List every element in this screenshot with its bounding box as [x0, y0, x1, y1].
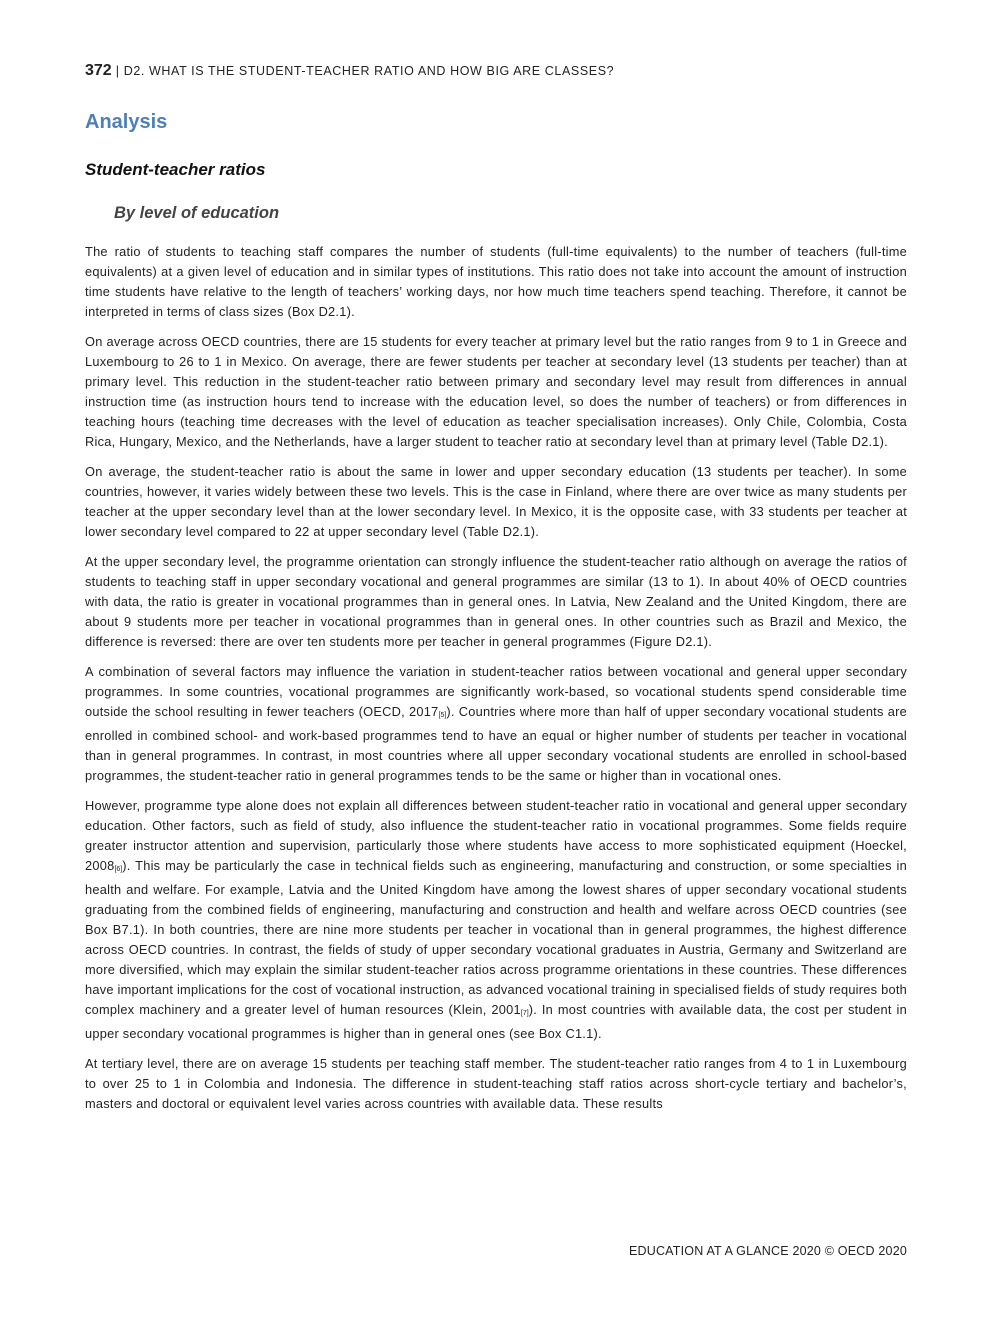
paragraph-text: However, programme type alone does not explain all differences between student-teacher ratio in vocational and general upper secondary education. Other factors, such as field of study, also influence the student-teacher ratio in vocational programmes. Some fields require greater instructor attention and supervision, particularly those where students have access to more sophisticated equipment (Hoeckel, 2008	[85, 798, 907, 873]
body-text	[85, 242, 907, 1202]
paragraph: On average across OECD countries, there are 15 students for every teacher at primary level but the ratio ranges from 9 to 1 in Greece and Luxembourg to 26 to 1 in Mexico. On average, there are fewer students per teacher at secondary level (13 students per teacher) than at primary level. This reduction in the student-teacher ratio between primary and secondary level may result from differences in annual instruction time (as instruction hours tend to increase with the education level, so does the number of teachers) or from differences in teaching hours (teaching time decreases with the level of education as teacher specialisation increases). Only Chile, Colombia, Costa Rica, Hungary, Mexico, and the Netherlands, have a larger student to teacher ratio at secondary level than at primary level (Table D2.1).	[85, 334, 907, 449]
paragraph-text: ). This may be particularly the case in technical fields such as engineering, manufacturing and construction, or some specialties in health and welfare. For example, Latvia and the United Kingdom have among the lowest shares of upper secondary vocational students graduating from the combined fields of engineering, manufacturing and construction and health and welfare across OECD countries (see Box B7.1). In both countries, there are nine more students per teacher in vocational than in general programmes, the highest difference across OECD countries. In contrast, the fields of study of upper secondary vocational graduates in Austria, Germany and Switzerland are more diversified, which may explain the similar student-teacher ratios across programme orientations in these countries. These differences have important implications for the cost of vocational instruction, as advanced vocational training in specialised fields of study requires both complex machinery and a greater level of human resources (Klein, 2001	[85, 858, 907, 1017]
paragraph-text: ). Countries where more than half of upper secondary vocational students are enrolled in combined school- and work-based programmes tend to have an equal or higher number of students per teacher in vocational than in general programmes. In contrast, in most countries where all upper secondary vocational students are enrolled in school-based programmes, the student-teacher ratio in general programmes tends to be the same or higher than in vocational ones.	[85, 704, 907, 783]
reference-marker: [5]	[438, 712, 447, 719]
subsection-heading: Student-teacher ratios	[85, 160, 266, 179]
paragraph-text: A combination of several factors may influence the variation in student-teacher ratios between vocational and general upper secondary programmes. In some countries, vocational programmes are significantly work-based, so vocational students spend considerable time outside the school resulting in fewer teachers (OECD, 2017	[85, 664, 907, 719]
section-heading: Analysis	[85, 111, 168, 133]
paragraph-text: ). In most countries with available data, the cost per student in upper secondary vocational programmes is higher than in general ones (see Box C1.1).	[85, 1002, 907, 1041]
paragraph: On average, the student-teacher ratio is about the same in lower and upper secondary education (13 students per teacher). In some countries, however, it varies widely between these two levels. This is the case in Finland, where there are over twice as many students per teacher at the upper secondary level than at the lower secondary level. In Mexico, it is the opposite case, with 33 students per teacher at lower secondary level compared to 22 at upper secondary level (Table D2.1).	[85, 464, 907, 539]
footer: EDUCATION AT A GLANCE 2020 © OECD 2020	[628, 1244, 907, 1258]
paragraph: At the upper secondary level, the programme orientation can strongly influence the student-teacher ratio although on average the ratios of students to teaching staff in upper secondary vocational and general programmes are similar (13 to 1). In about 40% of OECD countries with data, the ratio is greater in vocational programmes than in general ones. In Latvia, New Zealand and the United Kingdom, there are about 9 students more per teacher in vocational programmes than in general ones. In other countries such as Brazil and Mexico, the difference is reversed: there are over ten students more per teacher in general programmes (Figure D2.1).	[85, 554, 907, 649]
reference-marker: [6]	[114, 866, 123, 873]
header-separator: |	[111, 64, 124, 78]
chapter-title: D2. WHAT IS THE STUDENT-TEACHER RATIO AND HOW BIG ARE CLASSES?	[123, 64, 615, 78]
paragraph	[85, 796, 907, 1044]
paragraph: At tertiary level, there are on average 15 students per teaching staff member. The student-teacher ratio ranges from 4 to 1 in Luxembourg to over 25 to 1 in Colombia and Indonesia. The difference in student-teaching staff ratios across short-cycle tertiary and bachelor’s, masters and doctoral or equivalent level varies across countries with available data. These results	[85, 1056, 907, 1111]
subsubsection-heading: By level of education	[114, 204, 280, 222]
paragraph	[85, 662, 907, 786]
page-number: 372	[85, 62, 112, 79]
reference-marker: [7]	[520, 1010, 529, 1017]
paragraph: The ratio of students to teaching staff compares the number of students (full-time equivalents) to the number of teachers (full-time equivalents) at a given level of education and in similar types of institutions. This ratio does not take into account the amount of instruction time students have relative to the length of teachers’ working days, nor how much time teachers spend teaching. Therefore, it cannot be interpreted in terms of class sizes (Box D2.1).	[85, 244, 907, 319]
running-header	[85, 62, 907, 80]
